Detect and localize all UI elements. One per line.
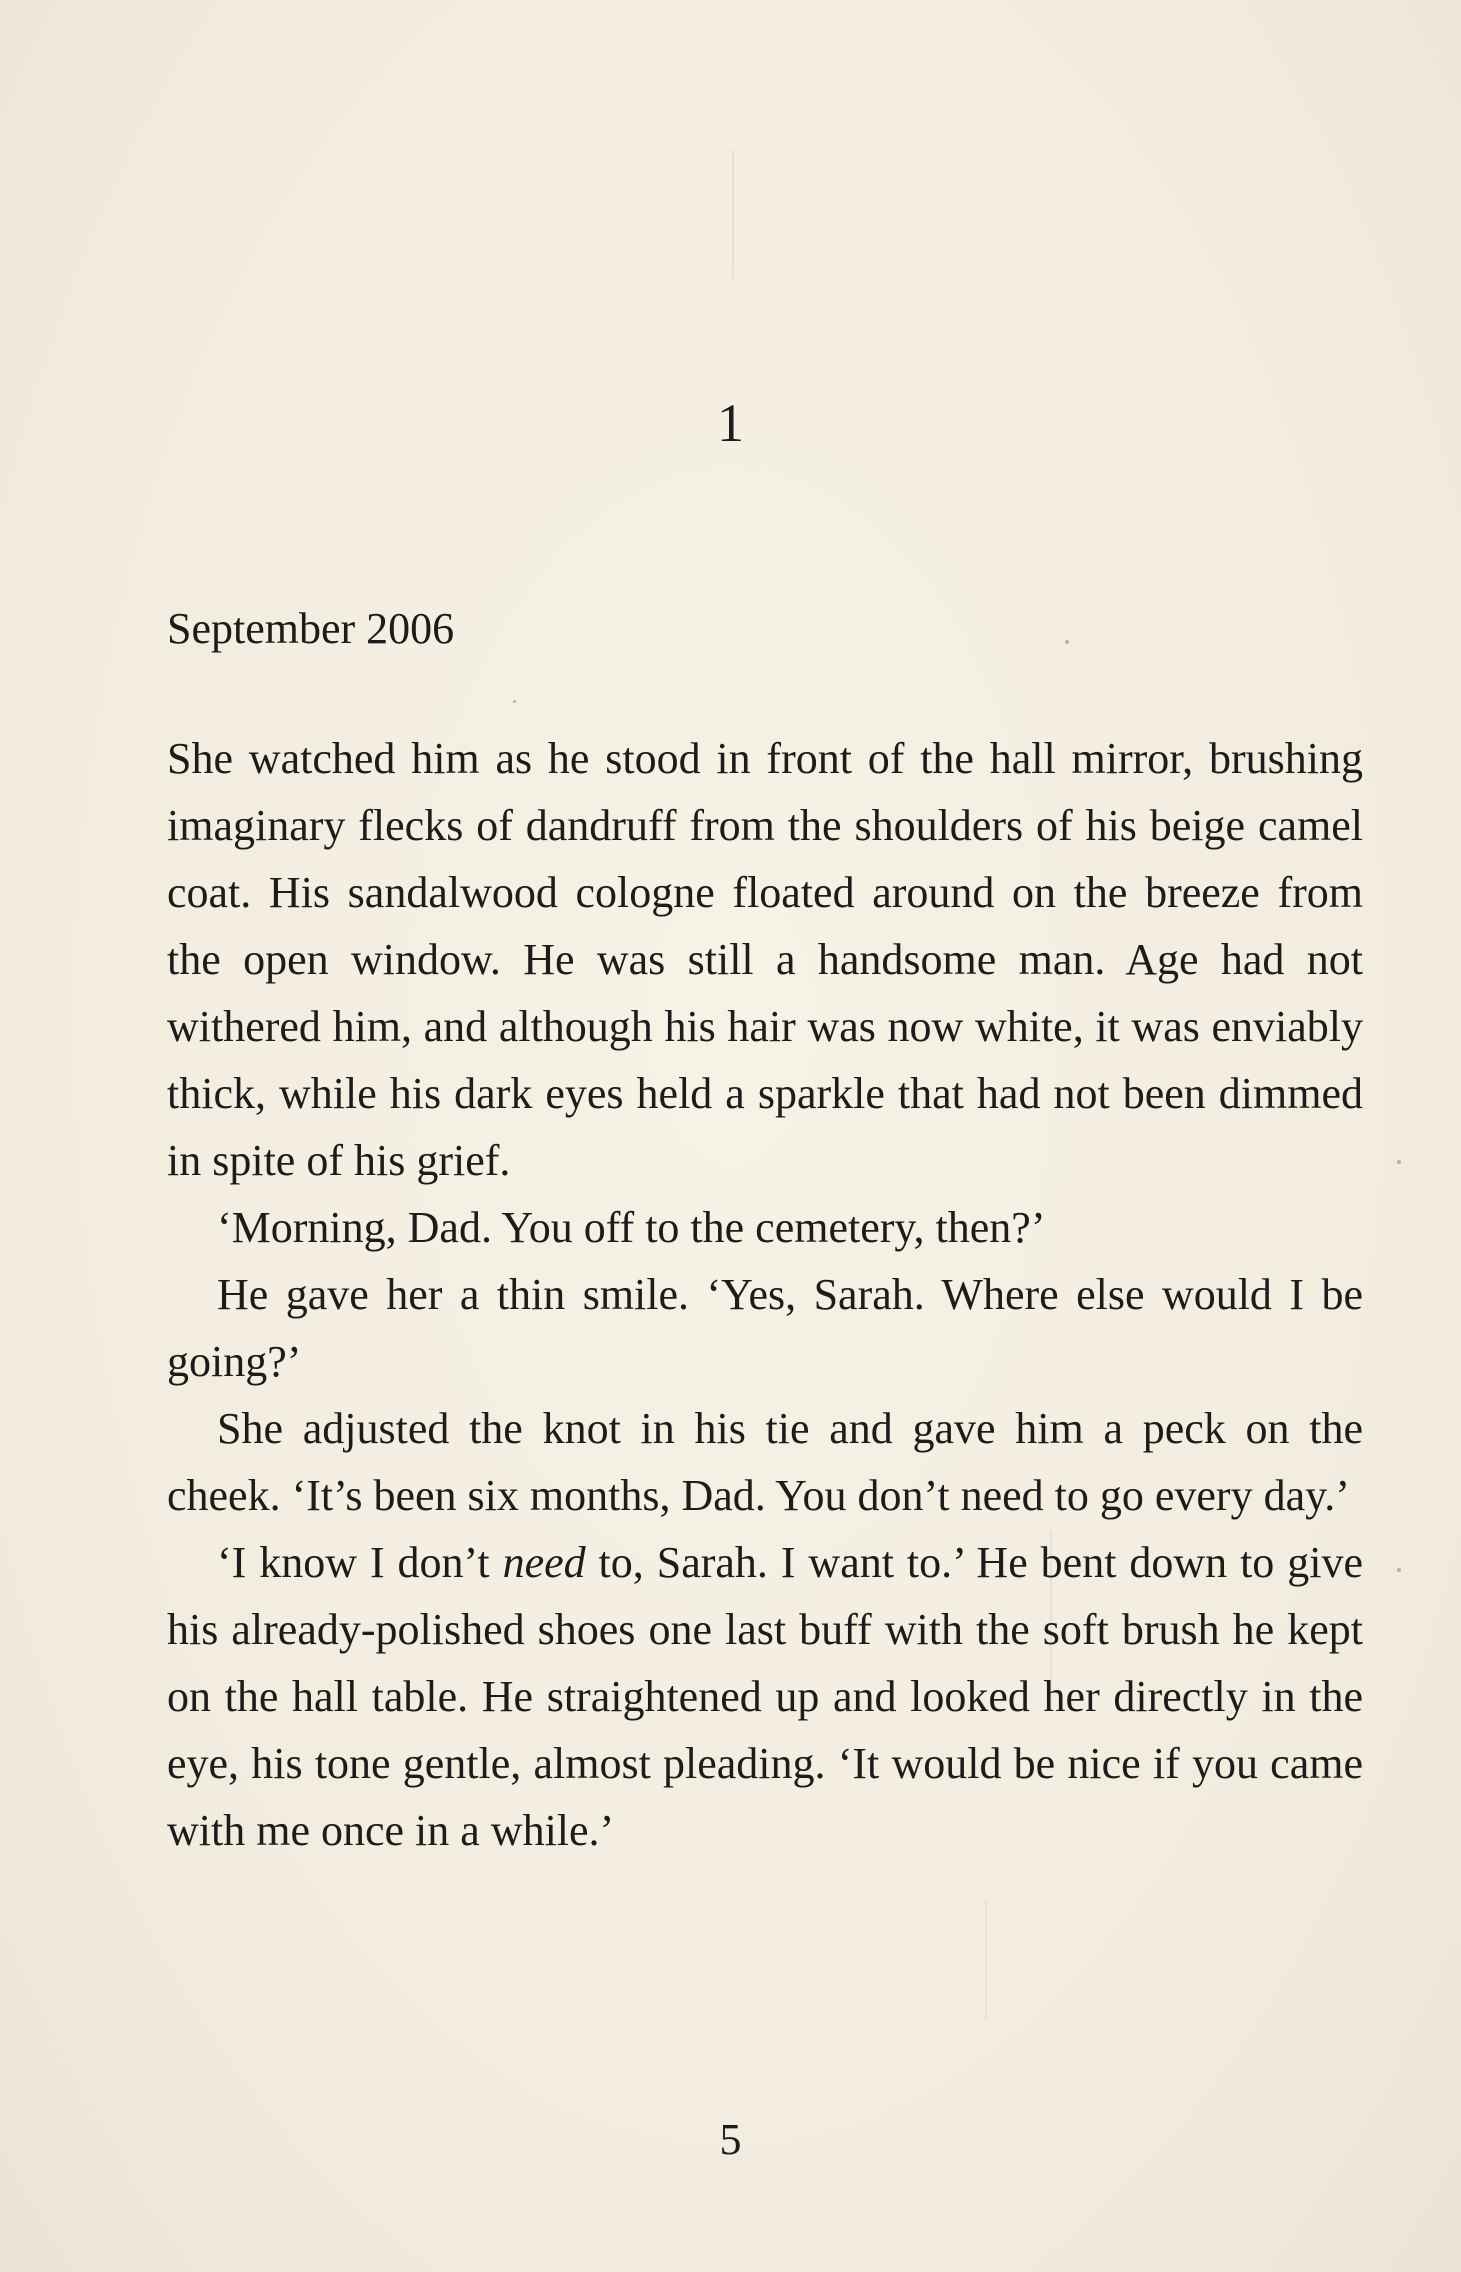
scan-artifact-speck (1065, 640, 1069, 644)
body-text (167, 725, 1363, 1864)
paragraph-text: He gave her a thin smile. ‘Yes, Sarah. Where else would I be going?’ (167, 1270, 1363, 1386)
paragraph (167, 1529, 1363, 1864)
dateline: September 2006 (167, 604, 455, 653)
paragraph (167, 725, 1363, 1194)
emphasis-text: need (502, 1538, 586, 1587)
scan-artifact-speck (1397, 1568, 1401, 1572)
paragraph-text: ‘Morning, Dad. You off to the cemetery, then?’ (217, 1203, 1046, 1252)
scan-artifact-speck (513, 700, 516, 703)
paragraph (167, 1261, 1363, 1395)
paragraph-text: She watched him as he stood in front of the hall mirror, brushing imaginary flecks of dandruff from the shoulders of his beige camel coat. His sandalwood cologne floated around on the breeze from the open window. He was still a handsome man. Age had not withered him, and although his hair was now white, it was enviably thick, while his dark eyes held a sparkle that had not been dimmed in spite of his grief. (167, 734, 1363, 1185)
scan-artifact-speck (1397, 1160, 1401, 1164)
page-number: 5 (719, 2115, 742, 2164)
paragraph-text: ‘I know I don’t (217, 1538, 503, 1587)
scan-artifact-line (985, 1900, 987, 2020)
paragraph-text: She adjusted the knot in his tie and gave him a peck on the cheek. ‘It’s been six months, Dad. You don’t need to go every day.’ (167, 1404, 1363, 1520)
paragraph (167, 1194, 1363, 1261)
chapter-number: 1 (717, 393, 744, 453)
scan-artifact-line (732, 150, 734, 280)
paragraph-text: to, Sarah. I want to.’ He bent down to give his already-polished shoes one last buff with the soft brush he kept on the hall table. He straightened up and looked her directly in the eye, his tone gentle, almost pleading. ‘It would be nice if you came with me once in a while.’ (167, 1538, 1363, 1855)
paragraph (167, 1395, 1363, 1529)
